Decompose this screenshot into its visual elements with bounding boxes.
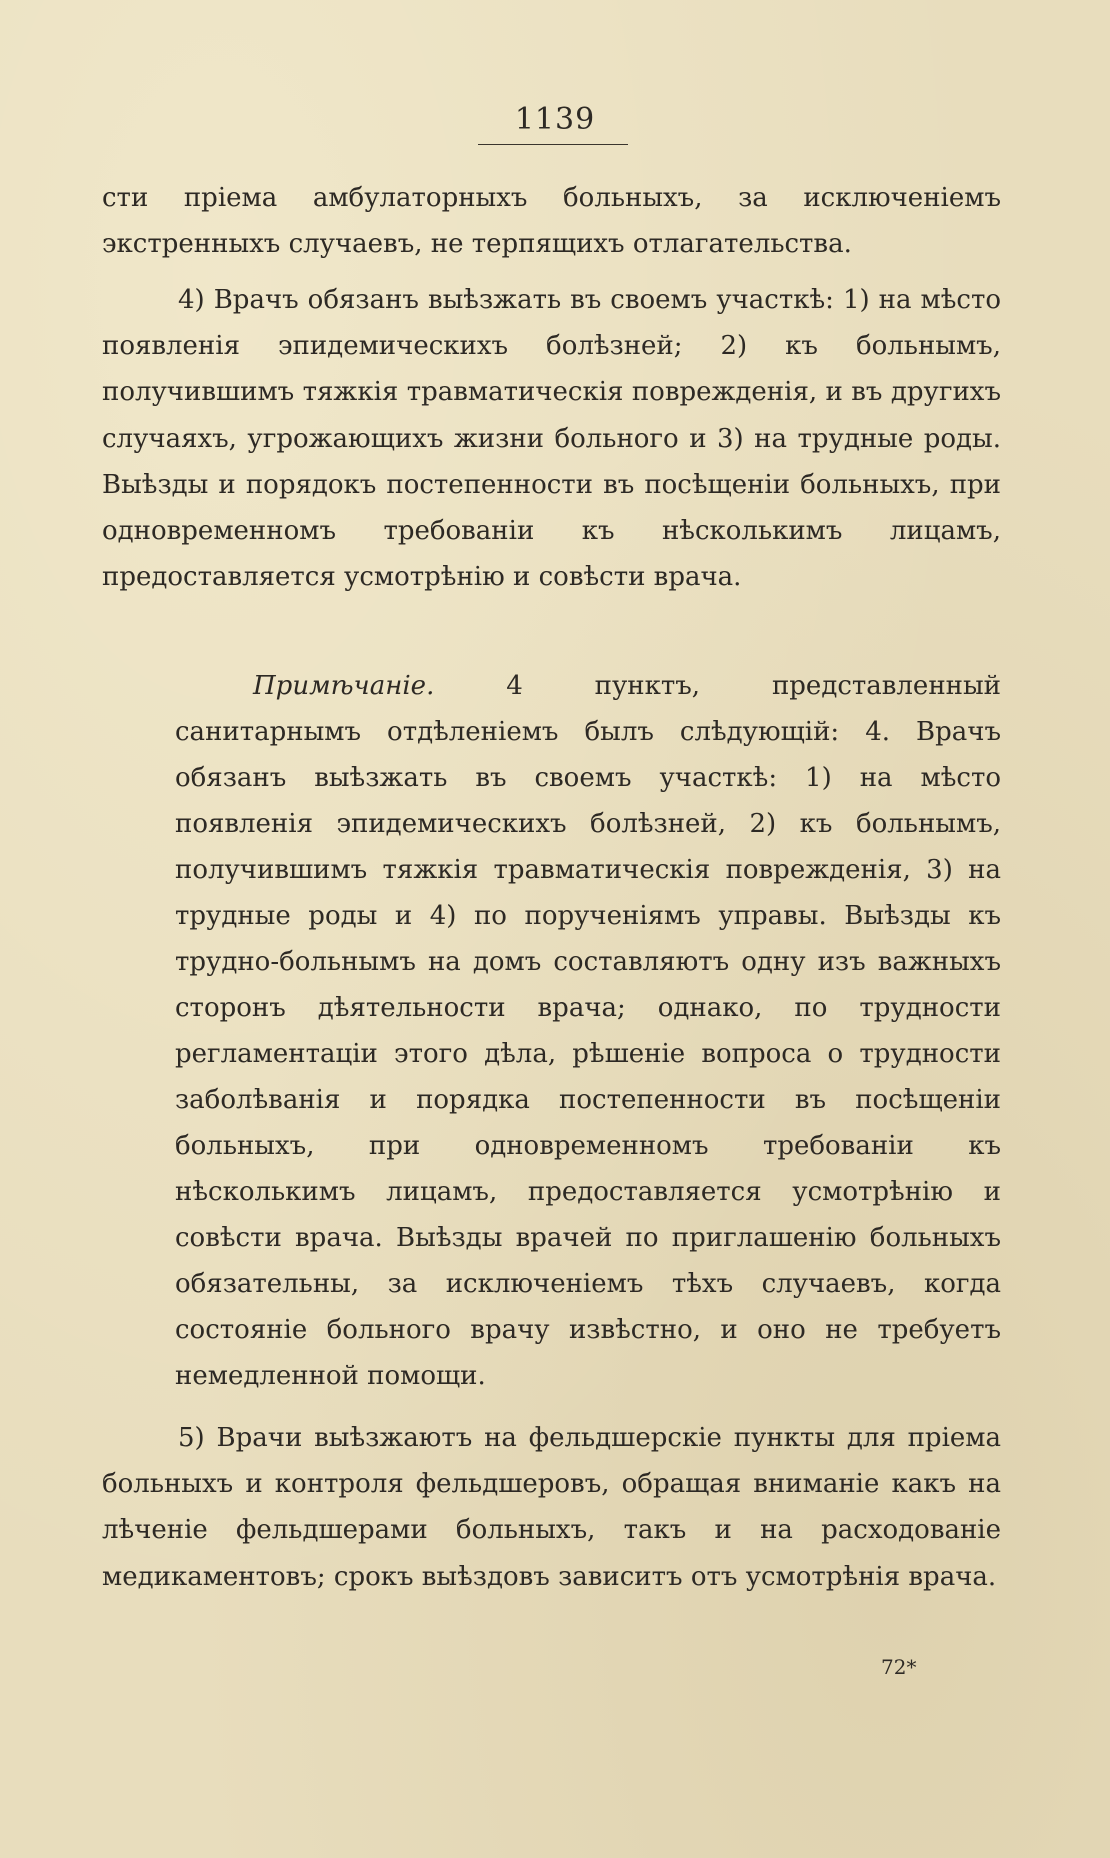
note-paragraph bbox=[175, 663, 1001, 1399]
paragraph-5: 5) Врачи выѣзжаютъ на фельдшерскіе пункты для пріема больныхъ и контроля фельдшеровъ, обращая вниманіе какъ на лѣченіе фельдшерами больныхъ, такъ и на расходованіе медикаментовъ; срокъ выѣздовъ зависитъ отъ усмотрѣнія врача. bbox=[102, 1423, 1001, 1592]
signature-mark: 72* bbox=[881, 1655, 917, 1679]
paragraph-continuation: сти пріема амбулаторныхъ больныхъ, за исключеніемъ экстренныхъ случаевъ, не терпящихъ отлагательства. bbox=[102, 183, 1001, 260]
page-number: 1139 bbox=[514, 102, 596, 137]
note-title: Примѣчаніе. bbox=[253, 671, 435, 701]
header-rule bbox=[478, 144, 628, 145]
note-text: 4 пунктъ, представленный санитарнымъ отдѣленіемъ былъ слѣдующій: 4. Врачъ обязанъ выѣзжать въ своемъ участкѣ: 1) на мѣсто появленія эпидемическихъ болѣзней, 2) къ больнымъ, получившимъ тяжкія травматическія поврежденія, 3) на трудные роды и 4) по порученіямъ управы. Выѣзды къ трудно-больнымъ на домъ составляютъ одну изъ важныхъ сторонъ дѣятельности врача; однако, по трудности регламентаціи этого дѣла, рѣшеніе вопроса о трудности заболѣванія и порядка постепенности въ посѣщеніи больныхъ, при одновременномъ требованіи къ нѣсколькимъ лицамъ, предоставляется усмотрѣнію и совѣсти врача. Выѣзды врачей по приглашенію больныхъ обязательны, за исключеніемъ тѣхъ случаевъ, когда состояніе больного врачу извѣстно, и оно не требуетъ немедленной помощи. bbox=[175, 671, 1001, 1391]
paragraph-4: 4) Врачъ обязанъ выѣзжать въ своемъ участкѣ: 1) на мѣсто появленія эпидемическихъ болѣзней; 2) къ больнымъ, получившимъ тяжкія травматическія поврежденія, и въ другихъ случаяхъ, угрожающихъ жизни больного и 3) на трудные роды. Выѣзды и порядокъ постепенности въ посѣщеніи больныхъ, при одновременномъ требованіи къ нѣсколькимъ лицамъ, предоставляется усмотрѣнію и совѣсти врача. bbox=[102, 285, 1001, 593]
